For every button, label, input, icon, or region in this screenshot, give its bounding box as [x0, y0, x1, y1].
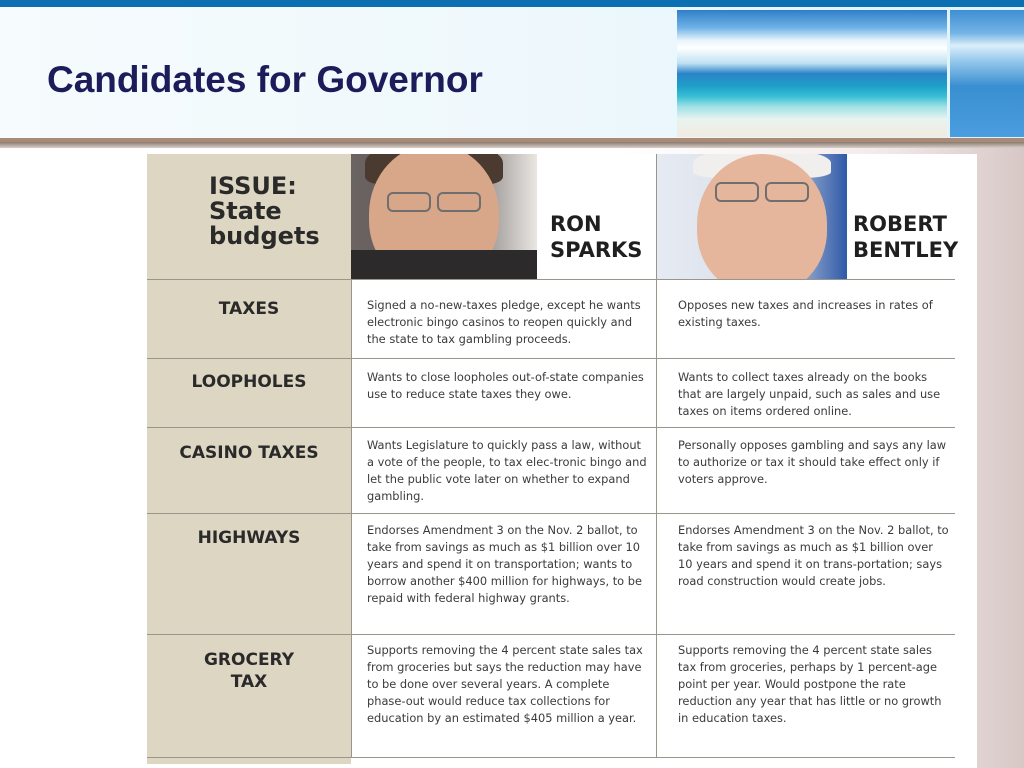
sparks-highways: Endorses Amendment 3 on the Nov. 2 ballot, to take from savings as much as $1 billion over 10 years and spend it on transportation; wants to borrow another $400 million for highways, to be repaid with federal highway grants. [367, 523, 642, 605]
column-divider [351, 279, 352, 757]
row-label-grocery-tax: GROCERY TAX [203, 650, 295, 692]
row-label-loopholes: LOOPHOLES [191, 372, 307, 392]
bentley-name [853, 211, 958, 263]
row-divider [147, 427, 955, 428]
sparks-name [550, 211, 642, 263]
issue-heading-line-2: State [209, 197, 282, 225]
sparks-grocery-tax: Supports removing the 4 percent state sales tax from groceries but says the reduction may have to be done over several years. A complete phase-out would reduce tax collections for education by an estimated $405 million a year. [367, 643, 643, 725]
sparks-taxes: Signed a no-new-taxes pledge, except he wants electronic bingo casinos to reopen quickly and the state to tax gambling proceeds. [367, 298, 641, 346]
sparks-first-name: RON [550, 212, 602, 236]
bentley-taxes: Opposes new taxes and increases in rates of existing taxes. [678, 298, 933, 329]
bentley-highways: Endorses Amendment 3 on the Nov. 2 ballot, to take from savings as much as $1 billion over 10 years and spend it on trans-portation; says road construction would create jobs. [678, 523, 949, 588]
top-accent-strip [0, 0, 1024, 7]
row-label-highways: HIGHWAYS [197, 528, 301, 548]
sparks-casino-taxes: Wants Legislature to quickly pass a law, without a vote of the people, to tax elec-tronic bingo and let the public vote later on whether to expand gambling. [367, 438, 647, 503]
title-divider-shadow [0, 142, 1024, 148]
row-divider [147, 513, 955, 514]
bentley-photo [657, 154, 847, 279]
sparks-photo [351, 154, 537, 279]
issue-heading-line-1: ISSUE: [209, 172, 297, 200]
issue-heading-line-3: budgets [209, 222, 320, 250]
sparks-last-name: SPARKS [550, 238, 643, 262]
bentley-loopholes: Wants to collect taxes already on the books that are largely unpaid, such as sales and use taxes on items ordered online. [678, 370, 941, 418]
sparks-loopholes: Wants to close loopholes out-of-state companies use to reduce state taxes they owe. [367, 370, 644, 401]
slide-title: Candidates for Governor [47, 59, 483, 100]
row-divider [147, 757, 955, 758]
bentley-grocery-tax: Supports removing the 4 percent state sales tax from groceries, perhaps by 1 percent-age point per year. Would postpone the rate reduction any year that has little or no growth in education taxes. [678, 643, 942, 725]
column-divider [656, 154, 657, 757]
row-label-taxes: TAXES [218, 299, 280, 319]
row-label-casino-taxes: CASINO TAXES [179, 443, 319, 463]
sky-photo [950, 10, 1024, 137]
row-divider [147, 358, 955, 359]
bentley-casino-taxes: Personally opposes gambling and says any law to authorize or tax it should take effect only if voters approve. [678, 438, 947, 486]
row-divider [147, 634, 955, 635]
row-divider [147, 279, 955, 280]
newspaper-clipping [129, 154, 977, 768]
bentley-first-name: ROBERT [853, 212, 947, 236]
bentley-last-name: BENTLEY [853, 238, 959, 262]
beach-photo [677, 10, 947, 137]
issue-heading [209, 174, 320, 249]
